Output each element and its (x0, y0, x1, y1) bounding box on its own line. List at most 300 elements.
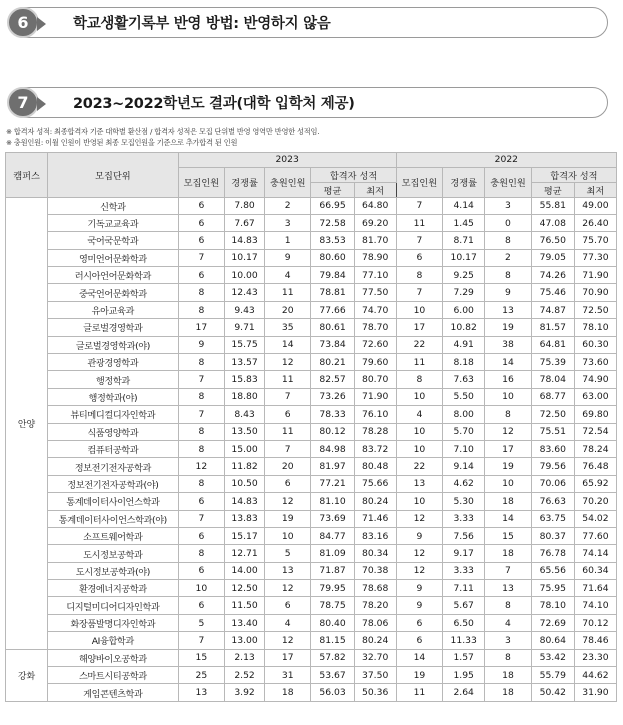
dept-cell: 중국언어문화학과 (48, 284, 179, 301)
min-2023-cell: 76.10 (354, 406, 396, 423)
dept-cell: 정보전기전자공학과(야) (48, 475, 179, 492)
min-2022-cell: 77.30 (574, 249, 616, 266)
table-row (6, 388, 617, 405)
filled-2023-cell: 9 (264, 249, 310, 266)
ratio-2022-cell: 8.18 (443, 354, 485, 371)
ratio-2023-cell: 12.43 (225, 284, 265, 301)
dept-cell: 소프트웨어학과 (48, 527, 179, 544)
header-filled-2023: 충원인원 (264, 167, 310, 197)
quota-2022-cell: 22 (396, 336, 442, 353)
dept-cell: 환경에너지공학과 (48, 580, 179, 597)
min-2023-cell: 83.72 (354, 440, 396, 457)
section-6-number: 6 (7, 7, 39, 38)
dept-cell: 화장품발명디자인학과 (48, 614, 179, 631)
min-2022-cell: 60.34 (574, 562, 616, 579)
quota-2022-cell: 4 (396, 406, 442, 423)
min-2022-cell: 44.62 (574, 667, 616, 684)
quota-2023-cell: 8 (178, 475, 224, 492)
ratio-2022-cell: 11.33 (443, 632, 485, 649)
filled-2023-cell: 10 (264, 527, 310, 544)
avg-2022-cell: 80.64 (531, 632, 574, 649)
min-2023-cell: 77.10 (354, 267, 396, 284)
table-row (6, 319, 617, 336)
header-year-2022: 2022 (396, 153, 616, 168)
quota-2023-cell: 7 (178, 249, 224, 266)
ratio-2023-cell: 15.00 (225, 440, 265, 457)
ratio-2022-cell: 4.91 (443, 336, 485, 353)
ratio-2022-cell: 5.70 (443, 423, 485, 440)
avg-2023-cell: 80.61 (311, 319, 354, 336)
section-7-bar (8, 87, 608, 118)
ratio-2022-cell: 3.33 (443, 562, 485, 579)
min-2022-cell: 75.70 (574, 232, 616, 249)
filled-2022-cell: 8 (485, 267, 531, 284)
min-2022-cell: 70.90 (574, 284, 616, 301)
avg-2022-cell: 63.75 (531, 510, 574, 527)
table-row (6, 354, 617, 371)
section-7-number: 7 (7, 87, 39, 118)
avg-2023-cell: 78.33 (311, 406, 354, 423)
quota-2023-cell: 10 (178, 580, 224, 597)
quota-2022-cell: 12 (396, 562, 442, 579)
ratio-2023-cell: 12.50 (225, 580, 265, 597)
dept-cell: 해양바이오공학과 (48, 649, 179, 666)
avg-2023-cell: 84.77 (311, 527, 354, 544)
avg-2022-cell: 75.39 (531, 354, 574, 371)
ratio-2023-cell: 15.75 (225, 336, 265, 353)
dept-cell: 유아교육과 (48, 301, 179, 318)
dept-cell: AI융합학과 (48, 632, 179, 649)
filled-2023-cell: 31 (264, 667, 310, 684)
filled-2022-cell: 8 (485, 232, 531, 249)
avg-2022-cell: 79.56 (531, 458, 574, 475)
min-2023-cell: 37.50 (354, 667, 396, 684)
quota-2022-cell: 11 (396, 214, 442, 231)
avg-2023-cell: 81.97 (311, 458, 354, 475)
avg-2022-cell: 81.57 (531, 319, 574, 336)
filled-2022-cell: 8 (485, 649, 531, 666)
min-2022-cell: 26.40 (574, 214, 616, 231)
avg-2023-cell: 66.95 (311, 197, 354, 214)
dept-cell: 글로벌경영학과(야) (48, 336, 179, 353)
quota-2023-cell: 7 (178, 632, 224, 649)
min-2023-cell: 74.70 (354, 301, 396, 318)
quota-2023-cell: 8 (178, 284, 224, 301)
dept-cell: 컴퓨터공학과 (48, 440, 179, 457)
quota-2022-cell: 8 (396, 371, 442, 388)
quota-2022-cell: 17 (396, 319, 442, 336)
quota-2022-cell: 8 (396, 267, 442, 284)
avg-2022-cell: 65.56 (531, 562, 574, 579)
ratio-2022-cell: 9.17 (443, 545, 485, 562)
header-min-2022: 최저 (574, 182, 616, 197)
dept-cell: 행정학과(야) (48, 388, 179, 405)
avg-2022-cell: 47.08 (531, 214, 574, 231)
quota-2023-cell: 17 (178, 319, 224, 336)
ratio-2022-cell: 6.50 (443, 614, 485, 631)
filled-2022-cell: 10 (485, 388, 531, 405)
quota-2023-cell: 6 (178, 597, 224, 614)
quota-2023-cell: 9 (178, 336, 224, 353)
table-row (6, 580, 617, 597)
min-2023-cell: 78.68 (354, 580, 396, 597)
quota-2023-cell: 6 (178, 493, 224, 510)
dept-cell: 신학과 (48, 197, 179, 214)
ratio-2022-cell: 1.45 (443, 214, 485, 231)
campus-cell: 강화 (6, 649, 48, 701)
table-row (6, 684, 617, 701)
filled-2022-cell: 19 (485, 319, 531, 336)
avg-2023-cell: 83.53 (311, 232, 354, 249)
note-score: ※ 합격자 성적: 최종합격자 기준 대학별 환산점 / 합격자 성적은 모집 단위별 반영 영역만 반영한 성적임. (6, 127, 320, 136)
ratio-2022-cell: 5.67 (443, 597, 485, 614)
quota-2022-cell: 7 (396, 232, 442, 249)
ratio-2023-cell: 14.83 (225, 232, 265, 249)
header-filled-2022: 충원인원 (485, 167, 531, 197)
quota-2023-cell: 13 (178, 684, 224, 701)
filled-2023-cell: 7 (264, 440, 310, 457)
avg-2023-cell: 79.84 (311, 267, 354, 284)
ratio-2023-cell: 14.83 (225, 493, 265, 510)
avg-2022-cell: 50.42 (531, 684, 574, 701)
filled-2023-cell: 12 (264, 354, 310, 371)
min-2023-cell: 75.66 (354, 475, 396, 492)
filled-2023-cell: 17 (264, 649, 310, 666)
filled-2023-cell: 18 (264, 684, 310, 701)
filled-2023-cell: 4 (264, 267, 310, 284)
filled-2023-cell: 14 (264, 336, 310, 353)
table-row (6, 284, 617, 301)
avg-2022-cell: 70.06 (531, 475, 574, 492)
filled-2023-cell: 6 (264, 597, 310, 614)
filled-2023-cell: 6 (264, 406, 310, 423)
filled-2022-cell: 18 (485, 684, 531, 701)
filled-2022-cell: 8 (485, 406, 531, 423)
quota-2022-cell: 9 (396, 527, 442, 544)
min-2022-cell: 77.60 (574, 527, 616, 544)
avg-2022-cell: 53.42 (531, 649, 574, 666)
table-row (6, 667, 617, 684)
table-row (6, 440, 617, 457)
header-campus: 캠퍼스 (6, 153, 48, 198)
dept-cell: 행정학과 (48, 371, 179, 388)
filled-2022-cell: 15 (485, 527, 531, 544)
header-ratio-2022: 경쟁률 (443, 167, 485, 197)
avg-2023-cell: 79.95 (311, 580, 354, 597)
ratio-2022-cell: 1.57 (443, 649, 485, 666)
quota-2022-cell: 6 (396, 249, 442, 266)
header-year-2023: 2023 (178, 153, 396, 168)
ratio-2022-cell: 7.63 (443, 371, 485, 388)
ratio-2023-cell: 13.57 (225, 354, 265, 371)
avg-2022-cell: 78.10 (531, 597, 574, 614)
avg-2023-cell: 81.10 (311, 493, 354, 510)
ratio-2022-cell: 7.10 (443, 440, 485, 457)
min-2023-cell: 50.36 (354, 684, 396, 701)
min-2022-cell: 70.20 (574, 493, 616, 510)
avg-2023-cell: 82.57 (311, 371, 354, 388)
quota-2023-cell: 8 (178, 301, 224, 318)
quota-2022-cell: 6 (396, 632, 442, 649)
ratio-2022-cell: 5.50 (443, 388, 485, 405)
filled-2022-cell: 19 (485, 458, 531, 475)
avg-2023-cell: 56.03 (311, 684, 354, 701)
table-row (6, 406, 617, 423)
ratio-2022-cell: 7.29 (443, 284, 485, 301)
table-row (6, 214, 617, 231)
filled-2022-cell: 13 (485, 301, 531, 318)
filled-2022-cell: 7 (485, 562, 531, 579)
min-2022-cell: 73.60 (574, 354, 616, 371)
avg-2022-cell: 55.81 (531, 197, 574, 214)
avg-2022-cell: 72.50 (531, 406, 574, 423)
quota-2022-cell: 10 (396, 388, 442, 405)
filled-2022-cell: 12 (485, 423, 531, 440)
table-row (6, 632, 617, 649)
min-2023-cell: 69.20 (354, 214, 396, 231)
filled-2023-cell: 12 (264, 493, 310, 510)
avg-2022-cell: 55.79 (531, 667, 574, 684)
table-row (6, 649, 617, 666)
min-2022-cell: 78.46 (574, 632, 616, 649)
quota-2023-cell: 7 (178, 371, 224, 388)
min-2022-cell: 49.00 (574, 197, 616, 214)
quota-2023-cell: 25 (178, 667, 224, 684)
dept-cell: 스마트시티공학과 (48, 667, 179, 684)
header-avg-2023: 평균 (311, 182, 354, 197)
avg-2022-cell: 83.60 (531, 440, 574, 457)
header-quota-2022: 모집인원 (396, 167, 442, 197)
avg-2022-cell: 78.04 (531, 371, 574, 388)
quota-2023-cell: 8 (178, 440, 224, 457)
header-score-2022: 합격자 성적 (531, 167, 616, 182)
section-6-bar (8, 7, 608, 38)
filled-2023-cell: 19 (264, 510, 310, 527)
header-dept: 모집단위 (48, 153, 179, 198)
ratio-2022-cell: 5.30 (443, 493, 485, 510)
table-row (6, 197, 617, 214)
header-min-2023: 최저 (354, 182, 396, 197)
table-row (6, 475, 617, 492)
filled-2022-cell: 17 (485, 440, 531, 457)
table-row (6, 597, 617, 614)
ratio-2023-cell: 11.82 (225, 458, 265, 475)
avg-2022-cell: 75.95 (531, 580, 574, 597)
ratio-2023-cell: 10.00 (225, 267, 265, 284)
quota-2022-cell: 9 (396, 580, 442, 597)
ratio-2022-cell: 4.14 (443, 197, 485, 214)
header-quota-2023: 모집인원 (178, 167, 224, 197)
ratio-2022-cell: 10.17 (443, 249, 485, 266)
avg-2023-cell: 73.84 (311, 336, 354, 353)
ratio-2023-cell: 18.80 (225, 388, 265, 405)
quota-2023-cell: 8 (178, 388, 224, 405)
quota-2023-cell: 6 (178, 527, 224, 544)
filled-2022-cell: 3 (485, 632, 531, 649)
filled-2022-cell: 14 (485, 510, 531, 527)
min-2023-cell: 64.80 (354, 197, 396, 214)
min-2023-cell: 32.70 (354, 649, 396, 666)
results-body (6, 197, 617, 701)
dept-cell: 디지털미디어디자인학과 (48, 597, 179, 614)
filled-2022-cell: 38 (485, 336, 531, 353)
min-2022-cell: 72.50 (574, 301, 616, 318)
min-2023-cell: 78.90 (354, 249, 396, 266)
avg-2022-cell: 74.26 (531, 267, 574, 284)
quota-2023-cell: 6 (178, 562, 224, 579)
ratio-2023-cell: 9.43 (225, 301, 265, 318)
quota-2022-cell: 9 (396, 597, 442, 614)
avg-2022-cell: 76.78 (531, 545, 574, 562)
min-2022-cell: 70.12 (574, 614, 616, 631)
filled-2023-cell: 6 (264, 475, 310, 492)
ratio-2022-cell: 10.82 (443, 319, 485, 336)
filled-2022-cell: 4 (485, 614, 531, 631)
ratio-2023-cell: 15.17 (225, 527, 265, 544)
quota-2023-cell: 8 (178, 545, 224, 562)
min-2023-cell: 77.50 (354, 284, 396, 301)
quota-2022-cell: 14 (396, 649, 442, 666)
avg-2023-cell: 80.12 (311, 423, 354, 440)
filled-2022-cell: 18 (485, 493, 531, 510)
ratio-2023-cell: 10.17 (225, 249, 265, 266)
min-2022-cell: 74.10 (574, 597, 616, 614)
filled-2023-cell: 3 (264, 214, 310, 231)
avg-2022-cell: 76.50 (531, 232, 574, 249)
dept-cell: 영미언어문화학과 (48, 249, 179, 266)
filled-2023-cell: 13 (264, 562, 310, 579)
min-2023-cell: 80.24 (354, 632, 396, 649)
min-2022-cell: 76.48 (574, 458, 616, 475)
avg-2022-cell: 68.77 (531, 388, 574, 405)
quota-2023-cell: 6 (178, 197, 224, 214)
filled-2023-cell: 12 (264, 580, 310, 597)
avg-2022-cell: 74.87 (531, 301, 574, 318)
filled-2022-cell: 10 (485, 475, 531, 492)
table-row (6, 527, 617, 544)
min-2023-cell: 71.46 (354, 510, 396, 527)
table-row (6, 336, 617, 353)
min-2023-cell: 83.16 (354, 527, 396, 544)
notes (6, 126, 319, 148)
table-row (6, 423, 617, 440)
avg-2022-cell: 79.05 (531, 249, 574, 266)
avg-2022-cell: 75.46 (531, 284, 574, 301)
quota-2022-cell: 7 (396, 197, 442, 214)
filled-2022-cell: 18 (485, 545, 531, 562)
min-2022-cell: 71.64 (574, 580, 616, 597)
min-2022-cell: 78.24 (574, 440, 616, 457)
avg-2023-cell: 73.69 (311, 510, 354, 527)
header-avg-2022: 평균 (531, 182, 574, 197)
quota-2022-cell: 19 (396, 667, 442, 684)
quota-2022-cell: 10 (396, 440, 442, 457)
quota-2023-cell: 5 (178, 614, 224, 631)
quota-2023-cell: 6 (178, 232, 224, 249)
min-2022-cell: 54.02 (574, 510, 616, 527)
filled-2023-cell: 11 (264, 371, 310, 388)
quota-2023-cell: 6 (178, 267, 224, 284)
filled-2023-cell: 35 (264, 319, 310, 336)
dept-cell: 게임콘텐츠학과 (48, 684, 179, 701)
quota-2022-cell: 11 (396, 354, 442, 371)
section-7-title: 2023~2022학년도 결과(대학 입학처 제공) (73, 96, 355, 112)
avg-2023-cell: 77.21 (311, 475, 354, 492)
filled-2022-cell: 9 (485, 284, 531, 301)
ratio-2023-cell: 8.43 (225, 406, 265, 423)
min-2022-cell: 74.90 (574, 371, 616, 388)
dept-cell: 통계데이터사이언스학과 (48, 493, 179, 510)
ratio-2022-cell: 1.95 (443, 667, 485, 684)
filled-2023-cell: 5 (264, 545, 310, 562)
ratio-2023-cell: 2.13 (225, 649, 265, 666)
quota-2022-cell: 12 (396, 510, 442, 527)
table-row (6, 267, 617, 284)
avg-2023-cell: 71.87 (311, 562, 354, 579)
ratio-2023-cell: 13.40 (225, 614, 265, 631)
avg-2022-cell: 72.69 (531, 614, 574, 631)
ratio-2023-cell: 13.83 (225, 510, 265, 527)
min-2022-cell: 63.00 (574, 388, 616, 405)
avg-2023-cell: 78.81 (311, 284, 354, 301)
table-row (6, 562, 617, 579)
min-2023-cell: 71.90 (354, 388, 396, 405)
min-2022-cell: 31.90 (574, 684, 616, 701)
ratio-2023-cell: 9.71 (225, 319, 265, 336)
dept-cell: 정보전기전자공학과 (48, 458, 179, 475)
ratio-2023-cell: 7.67 (225, 214, 265, 231)
ratio-2022-cell: 2.64 (443, 684, 485, 701)
filled-2023-cell: 2 (264, 197, 310, 214)
ratio-2022-cell: 3.33 (443, 510, 485, 527)
dept-cell: 도시정보공학과 (48, 545, 179, 562)
min-2022-cell: 65.92 (574, 475, 616, 492)
min-2023-cell: 80.48 (354, 458, 396, 475)
min-2022-cell: 60.30 (574, 336, 616, 353)
min-2023-cell: 70.38 (354, 562, 396, 579)
ratio-2023-cell: 7.80 (225, 197, 265, 214)
filled-2023-cell: 11 (264, 284, 310, 301)
filled-2023-cell: 4 (264, 614, 310, 631)
quota-2022-cell: 22 (396, 458, 442, 475)
campus-cell: 안양 (6, 197, 48, 649)
quota-2022-cell: 10 (396, 493, 442, 510)
quota-2023-cell: 7 (178, 510, 224, 527)
filled-2023-cell: 20 (264, 301, 310, 318)
avg-2023-cell: 78.75 (311, 597, 354, 614)
table-row (6, 232, 617, 249)
ratio-2022-cell: 8.00 (443, 406, 485, 423)
min-2022-cell: 71.90 (574, 267, 616, 284)
quota-2023-cell: 15 (178, 649, 224, 666)
filled-2022-cell: 18 (485, 667, 531, 684)
ratio-2023-cell: 3.92 (225, 684, 265, 701)
filled-2022-cell: 2 (485, 249, 531, 266)
quota-2022-cell: 13 (396, 475, 442, 492)
quota-2022-cell: 7 (396, 284, 442, 301)
quota-2022-cell: 10 (396, 301, 442, 318)
ratio-2023-cell: 13.00 (225, 632, 265, 649)
min-2023-cell: 81.70 (354, 232, 396, 249)
avg-2023-cell: 53.67 (311, 667, 354, 684)
dept-cell: 국어국문학과 (48, 232, 179, 249)
avg-2022-cell: 64.81 (531, 336, 574, 353)
ratio-2023-cell: 12.71 (225, 545, 265, 562)
filled-2023-cell: 20 (264, 458, 310, 475)
avg-2023-cell: 80.21 (311, 354, 354, 371)
results-table (5, 152, 617, 702)
min-2022-cell: 78.10 (574, 319, 616, 336)
